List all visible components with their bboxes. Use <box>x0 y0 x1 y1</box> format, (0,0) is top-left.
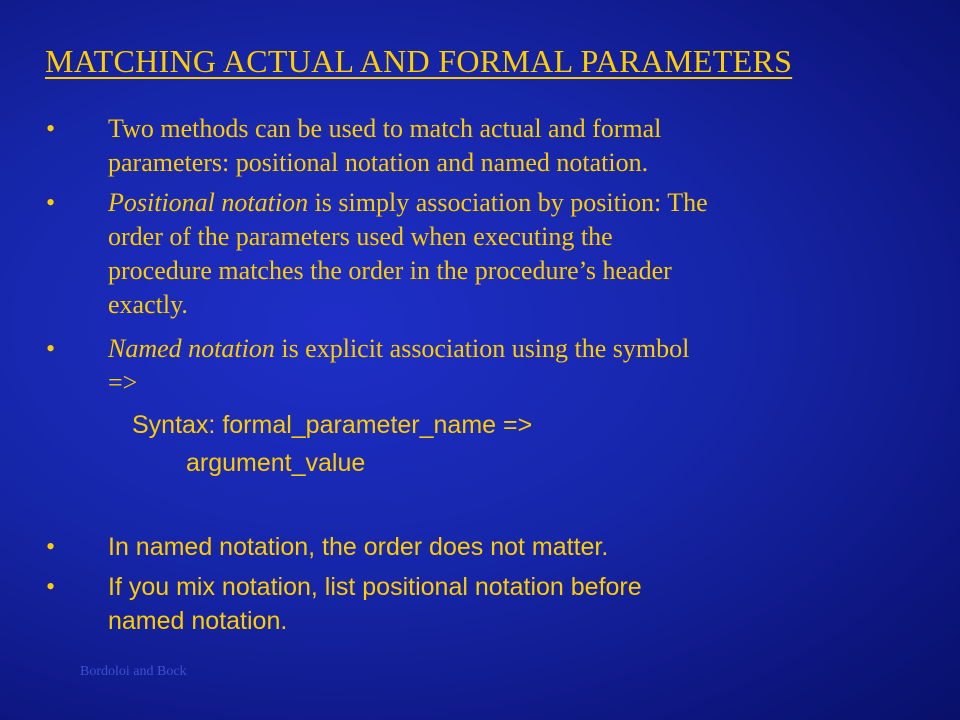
bullet-icon: • <box>46 188 56 217</box>
bullet-line: => <box>108 368 138 397</box>
bullet-text <box>108 570 868 638</box>
bullet-icon: • <box>46 334 56 363</box>
bullet-line-rest: is simply association by position: The <box>308 188 708 217</box>
term-named-notation: Named notation <box>108 334 275 363</box>
bullet-line: parameters: positional notation and named notation. <box>108 148 649 177</box>
bullet-line <box>108 186 868 220</box>
bullet-text <box>108 332 868 400</box>
bullet-icon: • <box>46 532 56 561</box>
bullet-line: Two methods can be used to match actual and formal <box>108 114 662 143</box>
bullet-line: order of the parameters used when executing the <box>108 222 613 251</box>
syntax-line-1: Syntax: formal_parameter_name => <box>132 411 533 439</box>
footer-credit: Bordoloi and Bock <box>80 664 187 679</box>
bullet-line: If you mix notation, list positional notation before <box>108 573 642 601</box>
bullet-line: In named notation, the order does not matter. <box>108 533 609 561</box>
bullet-text <box>108 530 868 564</box>
term-positional-notation: Positional notation <box>108 188 309 217</box>
bullet-line: procedure matches the order in the procedure’s header <box>108 256 672 285</box>
bullet-icon: • <box>46 572 56 601</box>
bullet-text <box>108 186 868 322</box>
slide-title: MATCHING ACTUAL AND FORMAL PARAMETERS <box>45 43 793 79</box>
bullet-line <box>108 332 868 366</box>
bullet-line-rest: is explicit association using the symbol <box>274 334 690 363</box>
bullet-text <box>108 112 868 180</box>
bullet-icon: • <box>46 114 56 143</box>
syntax-line-2: argument_value <box>186 449 366 477</box>
bullet-line: named notation. <box>108 607 288 635</box>
bullet-line: exactly. <box>108 290 188 319</box>
